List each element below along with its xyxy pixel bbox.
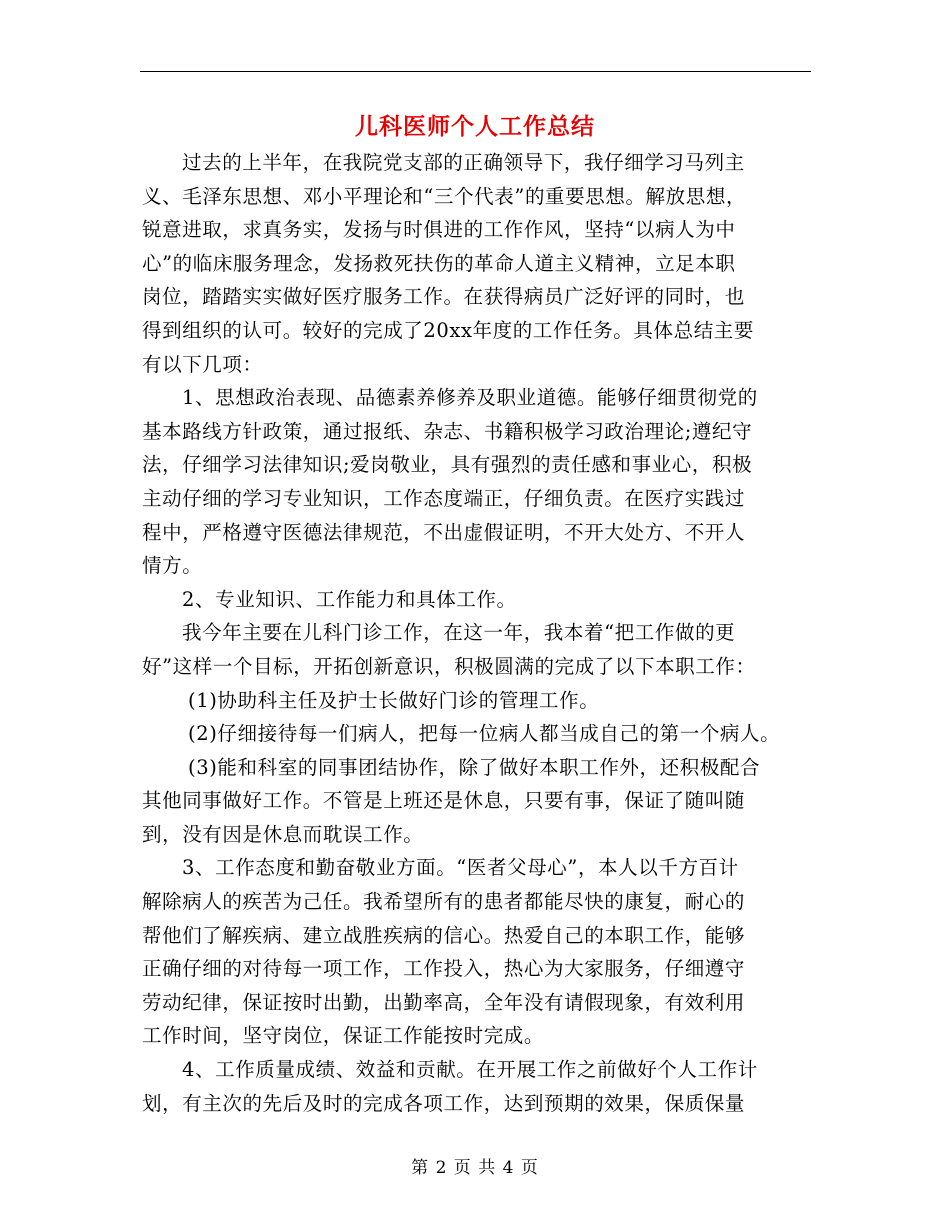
body-line: 划，有主次的先后及时的完成各项工作，达到预期的效果，保质保量 bbox=[142, 1091, 746, 1115]
body-line: 法，仔细学习法律知识;爱岗敬业，具有强烈的责任感和事业心，积极 bbox=[142, 453, 753, 477]
body-line: 其他同事做好工作。不管是上班还是休息，只要有事，保证了随叫随 bbox=[142, 789, 746, 813]
body-line: 工作时间，坚守岗位，保证工作能按时完成。 bbox=[142, 1024, 545, 1048]
body-line: 3、工作态度和勤奋敬业方面。“医者父母心”，本人以千方百计 bbox=[182, 856, 739, 880]
document-title: 儿科医师个人工作总结 bbox=[355, 113, 595, 140]
page-number-footer: 第 2 页 共 4 页 bbox=[411, 1158, 539, 1178]
body-line: 到，没有因是休息而耽误工作。 bbox=[142, 822, 424, 846]
body-line: 有以下几项： bbox=[142, 352, 263, 376]
body-line: (1)协助科主任及护士长做好门诊的管理工作。 bbox=[188, 688, 600, 712]
document-body bbox=[142, 146, 814, 1120]
body-line: 心”的临床服务理念，发扬救死扶伤的革命人道主义精神，立足本职 bbox=[142, 251, 736, 275]
body-line: 4、工作质量成绩、效益和贡献。在开展工作之前做好个人工作计 bbox=[182, 1058, 758, 1082]
body-line: 基本路线方针政策，通过报纸、杂志、书籍积极学习政治理论;遵纪守 bbox=[142, 419, 753, 443]
body-line: 程中，严格遵守医德法律规范，不出虚假证明，不开大处方、不开人 bbox=[142, 520, 746, 544]
body-line: 情方。 bbox=[142, 554, 203, 578]
body-line: 过去的上半年，在我院党支部的正确领导下，我仔细学习马列主 bbox=[182, 151, 745, 174]
body-line: 1、思想政治表现、品德素养修养及职业道德。能够仔细贯彻党的 bbox=[182, 386, 758, 410]
body-line: 帮他们了解疾病、建立战胜疾病的信心。热爱自己的本职工作，能够 bbox=[142, 923, 746, 947]
body-line: 得到组织的认可。较好的完成了20xx年度的工作任务。具体总结主要 bbox=[142, 318, 755, 342]
body-line: 义、毛泽东思想、邓小平理论和“三个代表”的重要思想。解放思想， bbox=[142, 184, 747, 208]
body-line: 劳动纪律，保证按时出勤，出勤率高，全年没有请假现象，有效利用 bbox=[142, 990, 746, 1014]
body-line: 岗位，踏踏实实做好医疗服务工作。在获得病员广泛好评的同时，也 bbox=[142, 285, 746, 309]
body-line: 我今年主要在儿科门诊工作，在这一年，我本着“把工作做的更 bbox=[182, 621, 736, 645]
body-line: 主动仔细的学习专业知识，工作态度端正，仔细负责。在医疗实践过 bbox=[142, 486, 746, 510]
body-line: (2)仔细接待每一们病人，把每一位病人都当成自己的第一个病人。 bbox=[188, 722, 781, 746]
header-rule bbox=[140, 71, 811, 72]
body-line: 解除病人的疾苦为己任。我希望所有的患者都能尽快的康复，耐心的 bbox=[142, 890, 746, 914]
body-line: 好”这样一个目标，开拓创新意识，积极圆满的完成了以下本职工作： bbox=[142, 654, 756, 678]
body-line: 锐意进取，求真务实，发扬与时俱进的工作作风，坚持“以病人为中 bbox=[142, 218, 736, 242]
body-line: 正确仔细的对待每一项工作，工作投入，热心为大家服务，仔细遵守 bbox=[142, 957, 746, 981]
body-line: 2、专业知识、工作能力和具体工作。 bbox=[182, 587, 517, 611]
body-line: (3)能和科室的同事团结协作，除了做好本职工作外，还积极配合 bbox=[188, 755, 761, 779]
